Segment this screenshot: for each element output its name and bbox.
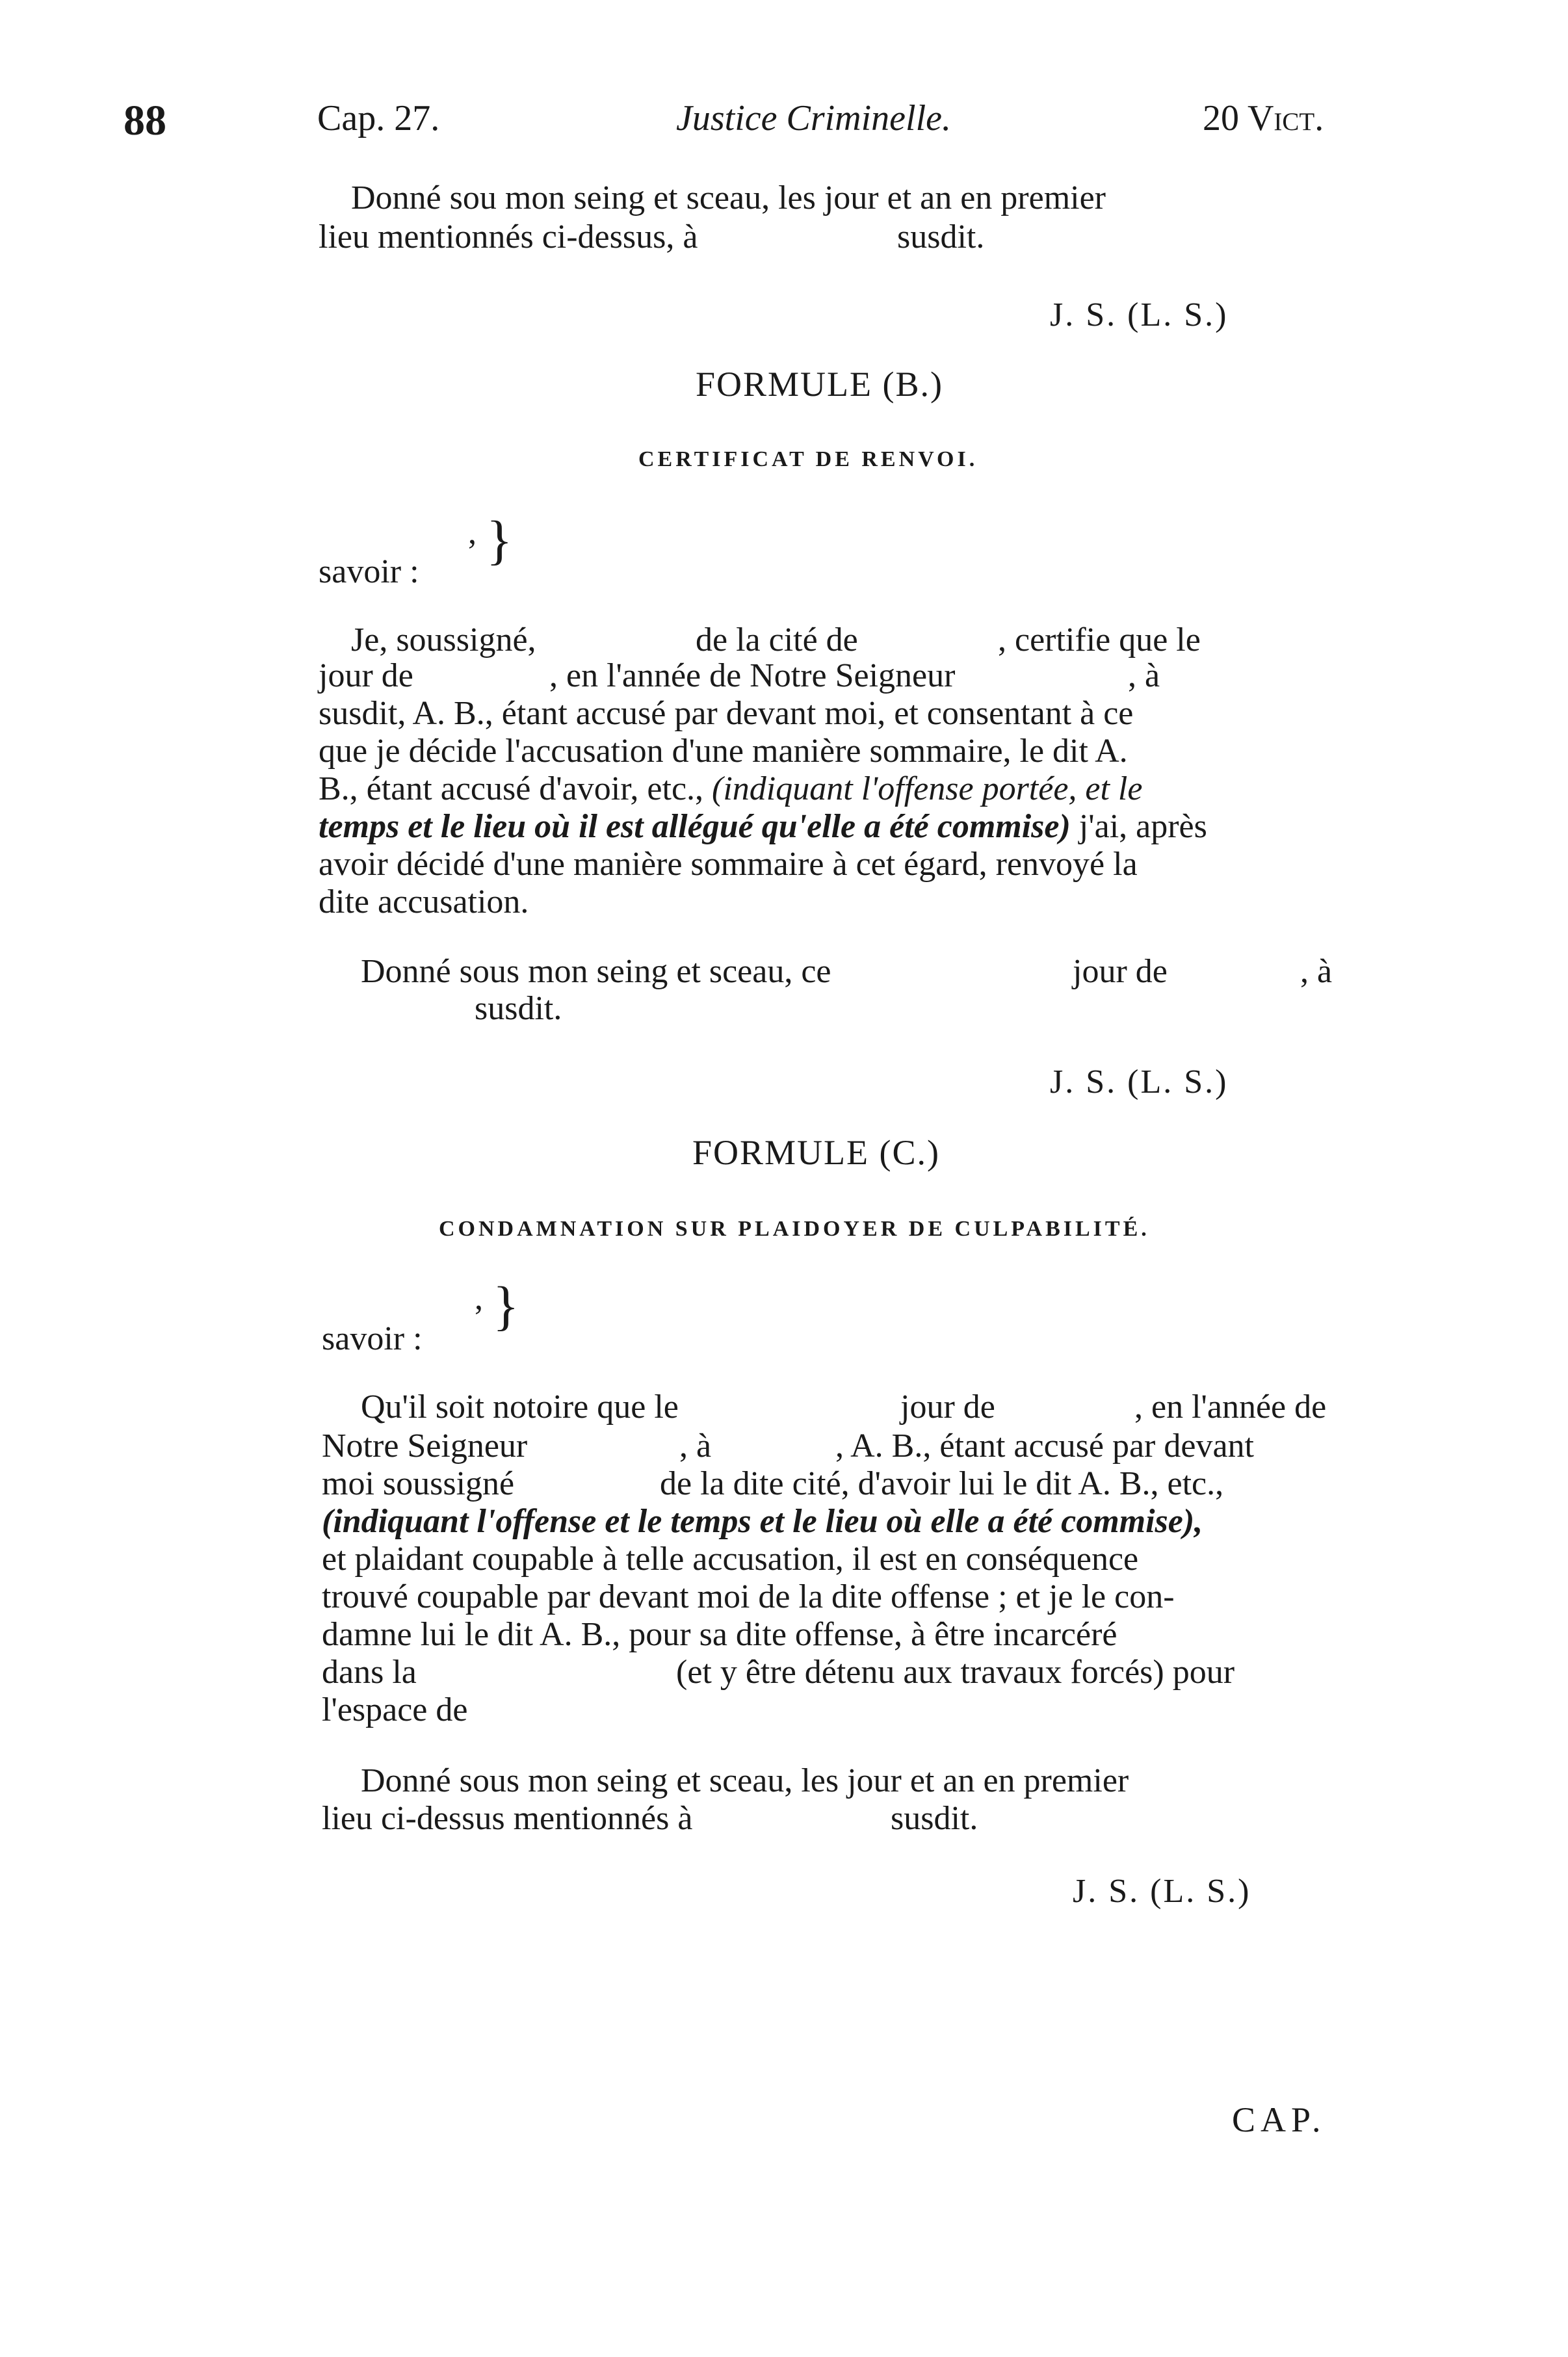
formule-c-comma: , — [475, 1280, 483, 1317]
formule-c-l6: trouvé coupable par devant moi de la dite offense ; et je le con- — [322, 1578, 1175, 1615]
formule-b-l2-a: jour de — [319, 657, 413, 694]
top-paragraph-line-2a: lieu mentionnés ci-dessus, à — [319, 218, 698, 255]
formule-c-l1-c: , en l'année de — [1134, 1388, 1327, 1426]
formule-c-l2-c: , A. B., étant accusé par devant — [835, 1427, 1254, 1465]
formule-c-savoir: savoir : — [322, 1320, 423, 1357]
formule-c-brace: } — [493, 1276, 519, 1336]
formule-b-title: FORMULE (B.) — [696, 365, 944, 404]
formule-c-given-l1: Donné sous mon seing et sceau, les jour et an en premier — [361, 1762, 1129, 1799]
formule-c-l8-a: dans la — [322, 1654, 417, 1691]
formule-b-l7: avoir décidé d'une manière sommaire à cet égard, renvoyé la — [319, 846, 1138, 883]
catchword: CAP. — [1232, 2100, 1326, 2139]
formule-c-l3-b: de la dite cité, d'avoir lui le dit A. B., etc., — [660, 1465, 1224, 1502]
formule-b-subtitle: CERTIFICAT DE RENVOI. — [638, 447, 978, 471]
formule-c-title: FORMULE (C.) — [692, 1133, 941, 1172]
formule-c-l1-a: Qu'il soit notoire que le — [361, 1388, 679, 1426]
regnal-year: 20 Vict. — [1203, 98, 1324, 138]
formule-b-l2-c: , à — [1128, 657, 1160, 694]
formule-b-l1-c: , certifie que le — [998, 621, 1201, 658]
signature-b: J. S. (L. S.) — [1050, 1063, 1229, 1100]
formule-b-l5 — [319, 770, 1142, 808]
formule-b-brace: } — [486, 510, 513, 571]
formule-c-l1-b: jour de — [900, 1388, 995, 1426]
formule-c-l8-b: (et y être détenu aux travaux forcés) pour — [676, 1654, 1235, 1691]
formule-b-l8: dite accusation. — [319, 883, 529, 920]
formule-c-l9: l'espace de — [322, 1691, 468, 1728]
formule-b-l5-italic: (indiquant l'offense portée, et le — [712, 770, 1143, 807]
chapter-label: Cap. 27. — [317, 98, 440, 138]
formule-c-l5: et plaidant coupable à telle accusation, il est en conséquence — [322, 1541, 1139, 1578]
formule-c-subtitle: CONDAMNATION SUR PLAIDOYER DE CULPABILITÉ. — [439, 1217, 1150, 1241]
formule-c-l7: damne lui le dit A. B., pour sa dite offense, à être incarcéré — [322, 1616, 1117, 1653]
formule-b-l1-a: Je, soussigné, — [351, 621, 536, 658]
formule-b-l6 — [319, 807, 1207, 846]
formule-b-l1-b: de la cité de — [696, 621, 858, 658]
running-title: Justice Criminelle. — [676, 98, 952, 138]
formule-b-l3: susdit, A. B., étant accusé par devant moi, et consentant à ce — [319, 695, 1134, 732]
formule-b-savoir: savoir : — [319, 553, 419, 590]
formule-b-given-d: susdit. — [475, 990, 562, 1027]
formule-b-l6-italic: temps et le lieu où il est allégué qu'elle a été commise) — [319, 808, 1071, 845]
top-paragraph-line-2b: susdit. — [897, 218, 985, 255]
formule-c-l3-a: moi soussigné — [322, 1465, 515, 1502]
formule-b-comma: , — [468, 514, 477, 551]
formule-b-l6-text: j'ai, après — [1070, 808, 1207, 845]
formule-b-given-a: Donné sous mon seing et sceau, ce — [361, 953, 831, 990]
formule-b-given-b: jour de — [1073, 953, 1168, 990]
formule-c-l2-b: , à — [679, 1427, 712, 1465]
page-number: 88 — [124, 97, 166, 144]
top-paragraph-line-1: Donné sou mon seing et sceau, les jour et an en premier — [351, 179, 1106, 216]
signature-c: J. S. (L. S.) — [1073, 1873, 1251, 1910]
formule-c-l2-a: Notre Seigneur — [322, 1427, 528, 1465]
formule-b-l4: que je décide l'accusation d'une manière sommaire, le dit A. — [319, 733, 1128, 770]
signature-a: J. S. (L. S.) — [1050, 296, 1229, 333]
formule-b-l5-text: B., étant accusé d'avoir, etc., — [319, 770, 712, 807]
formule-b-l2-b: , en l'année de Notre Seigneur — [549, 657, 956, 694]
formule-c-given-l2-a: lieu ci-dessus mentionnés à — [322, 1800, 693, 1837]
formule-b-given-c: , à — [1300, 953, 1333, 990]
formule-c-l4: (indiquant l'offense et le temps et le lieu où elle a été commise), — [322, 1503, 1203, 1540]
formule-c-given-l2-b: susdit. — [891, 1800, 978, 1837]
